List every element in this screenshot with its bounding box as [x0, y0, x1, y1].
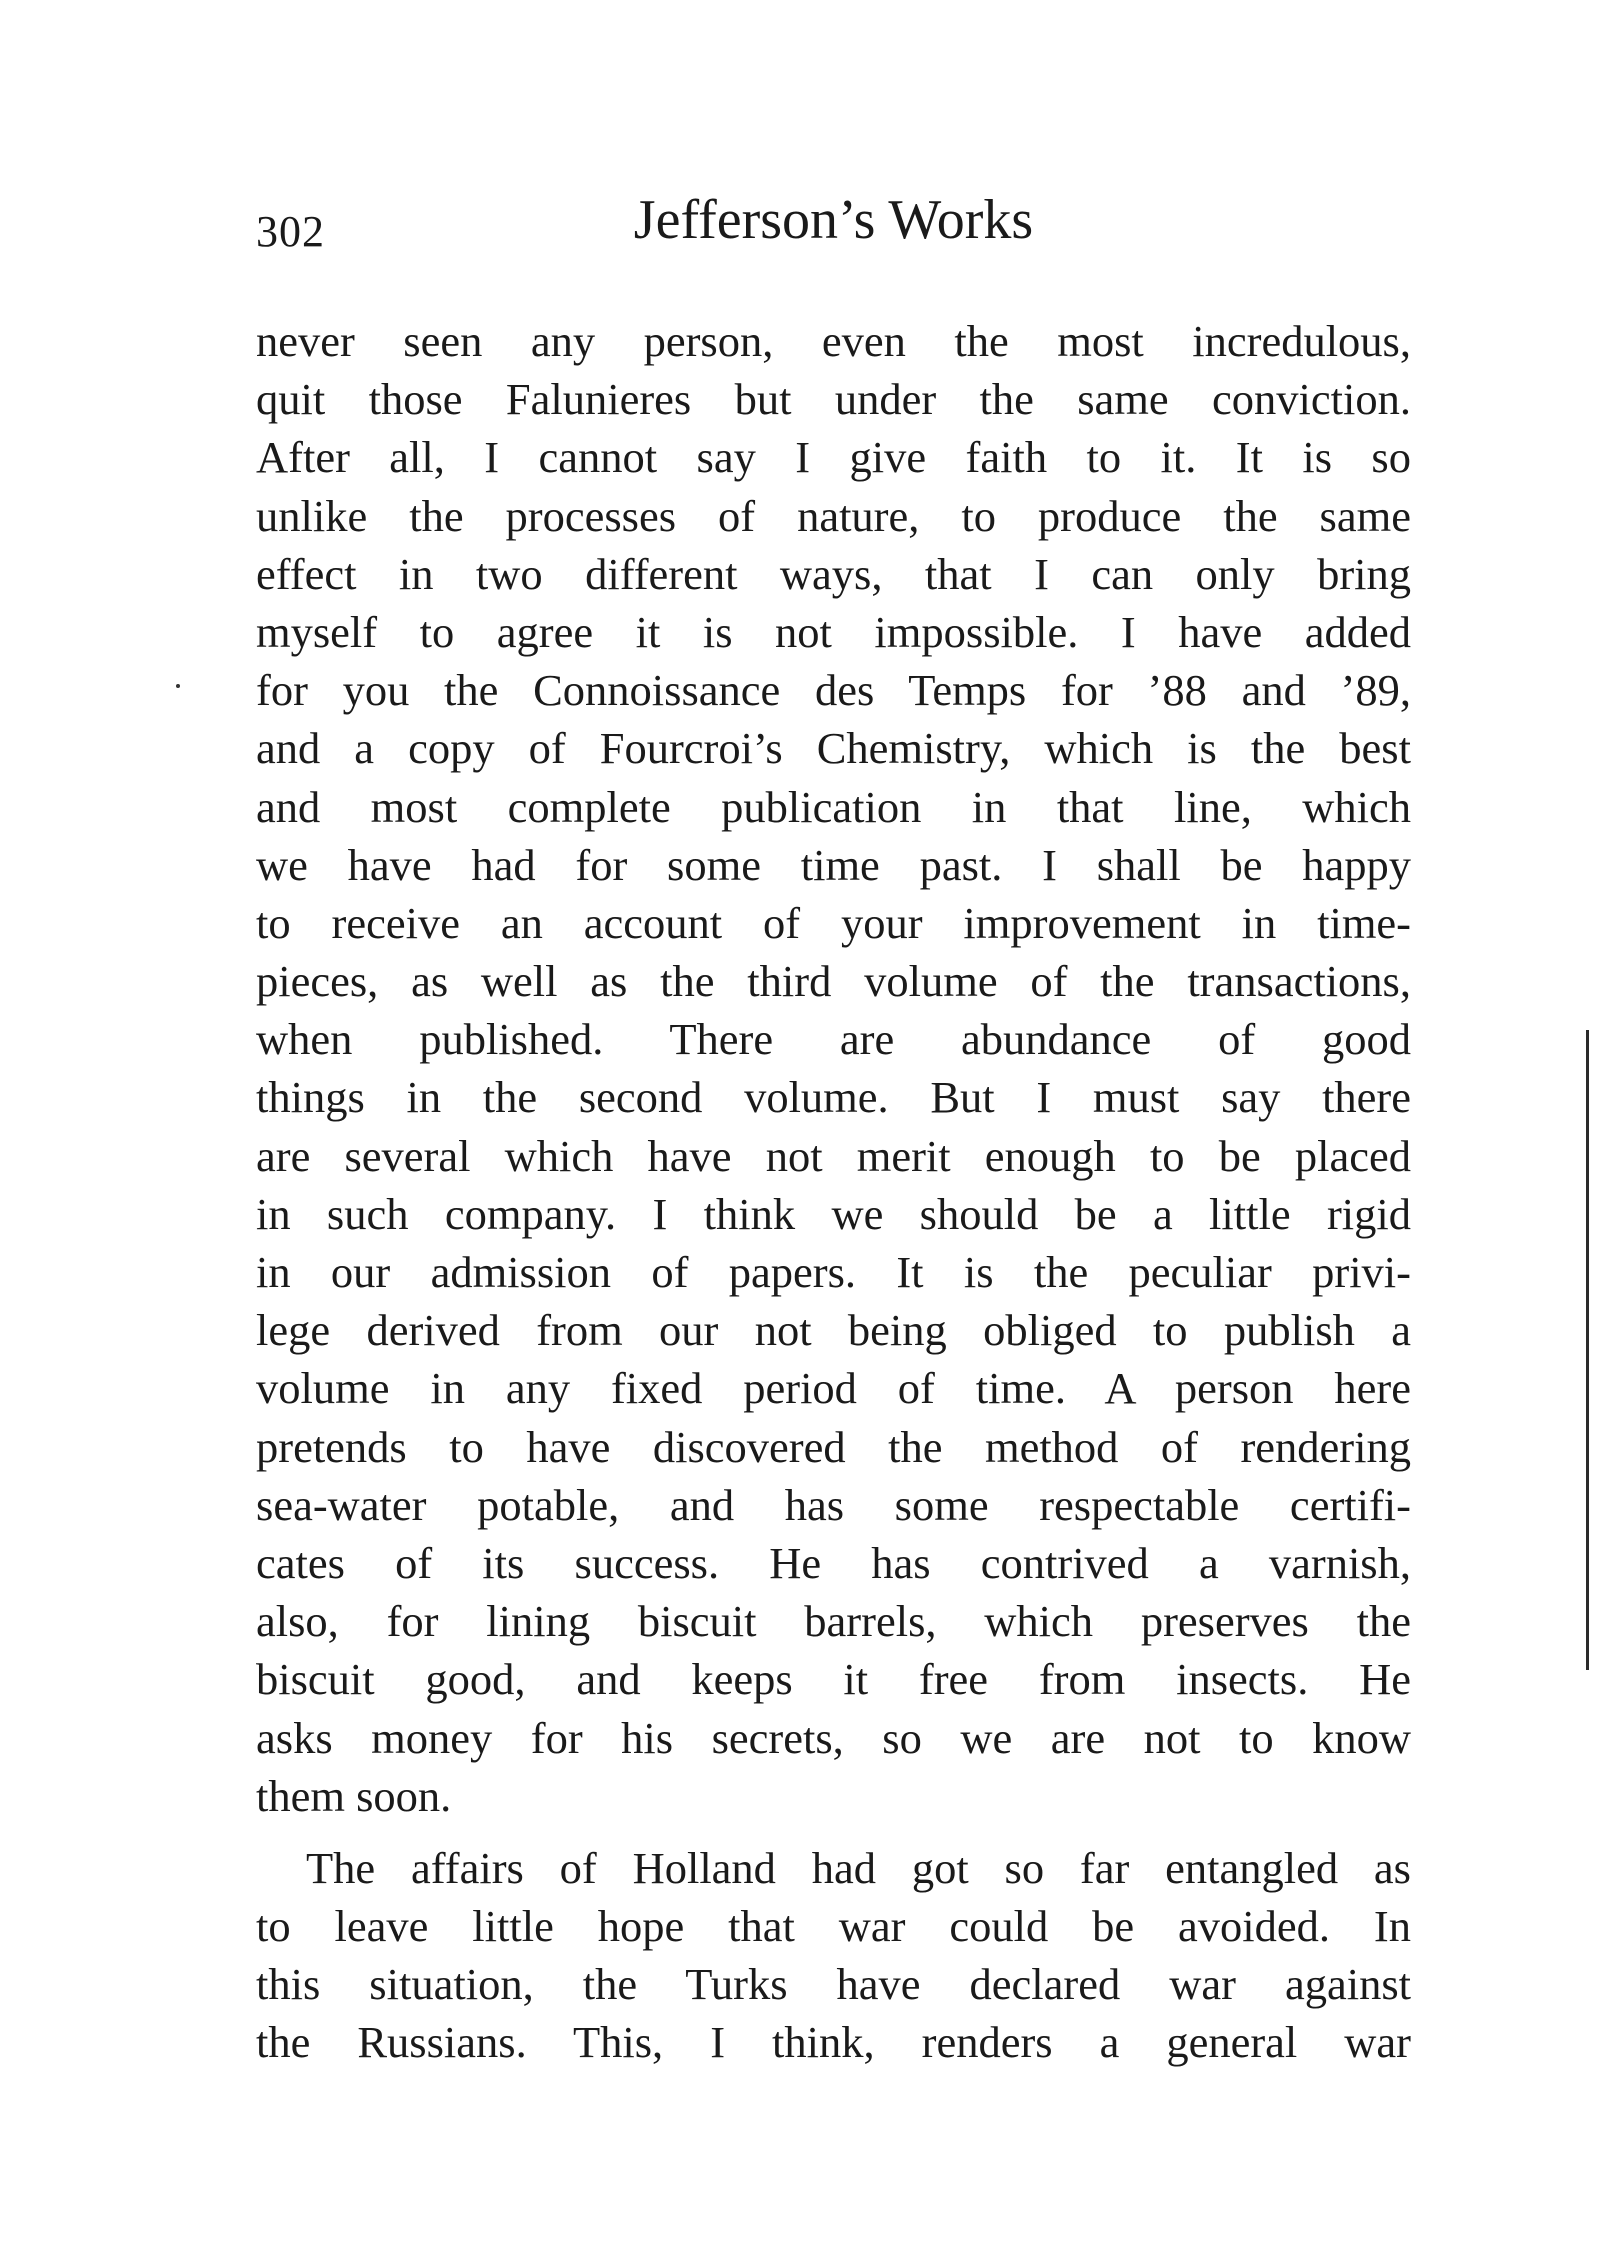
- paragraph: [256, 312, 1411, 1825]
- paragraph-gap: [256, 1825, 1411, 1839]
- text-line: in our admission of papers. It is the peculiar privi-: [256, 1247, 1411, 1297]
- text-line: sea-water potable, and has some respectable certifi-: [256, 1479, 1411, 1530]
- text-line: them soon.: [256, 1770, 452, 1821]
- margin-rule: [1586, 1030, 1589, 1670]
- text-line: things in the second volume. But I must say there: [256, 1072, 1411, 1123]
- body-text: [256, 312, 1411, 2072]
- text-line: to leave little hope that war could be avoided. In: [256, 1901, 1411, 1952]
- running-title: Jefferson’s Works: [633, 189, 1034, 251]
- text-line: we have had for some time past. I shall be happy: [256, 839, 1411, 890]
- text-line: pretends to have discovered the method of rendering: [256, 1421, 1411, 1472]
- text-line: and a copy of Fourcroi’s Chemistry, which is the best: [256, 723, 1411, 774]
- text-line: After all, I cannot say I give faith to it. It is so: [256, 432, 1411, 483]
- text-line: also, for lining biscuit barrels, which preserves the: [256, 1596, 1411, 1647]
- text-line: this situation, the Turks have declared war against: [256, 1959, 1411, 2010]
- text-line: unlike the processes of nature, to produce the same: [256, 490, 1411, 541]
- text-line: for you the Connoissance des Temps for ’88 and ’89,: [256, 665, 1411, 716]
- text-line: pieces, as well as the third volume of the transactions,: [256, 956, 1411, 1007]
- text-line: quit those Falunieres but under the same conviction.: [256, 374, 1411, 425]
- text-line: The affairs of Holland had got so far entangled as: [306, 1842, 1411, 1893]
- text-line: and most complete publication in that line, which: [256, 781, 1411, 832]
- page-header: [256, 188, 1411, 268]
- text-line: in such company. I think we should be a little rigid: [256, 1188, 1411, 1239]
- text-line: myself to agree it is not impossible. I have added: [256, 606, 1411, 657]
- text-line: the Russians. This, I think, renders a general war: [256, 2017, 1411, 2068]
- text-line: are several which have not merit enough to be placed: [256, 1130, 1411, 1181]
- text-line: effect in two different ways, that I can only bring: [256, 548, 1411, 599]
- text-line: volume in any fixed period of time. A person here: [256, 1363, 1411, 1414]
- margin-mark: [176, 684, 180, 688]
- text-line: to receive an account of your improvement in time-: [256, 897, 1411, 948]
- paragraph: [256, 1839, 1411, 2072]
- page-number: 302: [256, 207, 325, 256]
- text-line: lege derived from our not being obliged to publish a: [256, 1305, 1411, 1356]
- text-line: when published. There are abundance of good: [256, 1014, 1411, 1065]
- text-line: biscuit good, and keeps it free from insects. He: [256, 1654, 1411, 1705]
- text-line: never seen any person, even the most incredulous,: [256, 316, 1411, 366]
- text-line: cates of its success. He has contrived a varnish,: [256, 1537, 1411, 1588]
- text-line: asks money for his secrets, so we are not to know: [256, 1712, 1411, 1763]
